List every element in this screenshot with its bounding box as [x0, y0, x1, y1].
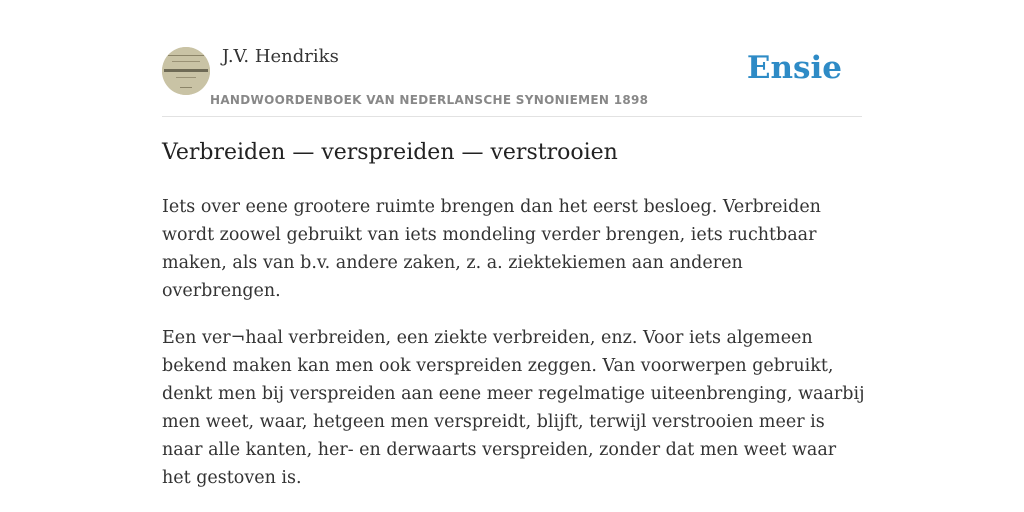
brand-logo[interactable]: Ensie — [746, 50, 842, 86]
entry-paragraph: Iets over eene grootere ruimte brengen dan het eerst besloeg. Verbreiden wordt zoowel gebruikt van iets mondeling verder brengen, iets ruchtbaar maken, als van b.v. andere zaken, z. a. ziektekiemen aan anderen overbrengen. — [162, 197, 821, 301]
source-title[interactable]: HANDWOORDENBOEK VAN NEDERLANSCHE SYNONIEMEN 1898 — [210, 93, 649, 107]
entry-card — [162, 0, 865, 488]
entry-header — [162, 0, 862, 117]
entry-title: Verbreiden — verspreiden — verstrooien — [162, 140, 618, 165]
author-name[interactable]: J.V. Hendriks — [222, 46, 339, 67]
entry-paragraph: Een ver¬haal verbreiden, een ziekte verbreiden, enz. Voor iets algemeen bekend maken kan men ook verspreiden zeggen. Van voorwerpen gebruikt, denkt men bij verspreiden aan eene meer regelmatige uiteenbrenging, waarbij men weet, waar, hetgeen men verspreidt, blijft, terwijl verstrooien meer is naar alle kanten, her- en derwaarts verspreiden, zonder dat men weet waar het gestoven is. — [162, 328, 865, 488]
entry-body — [162, 193, 867, 511]
book-cover-icon — [162, 47, 210, 95]
book-cover-avatar[interactable] — [162, 47, 210, 95]
